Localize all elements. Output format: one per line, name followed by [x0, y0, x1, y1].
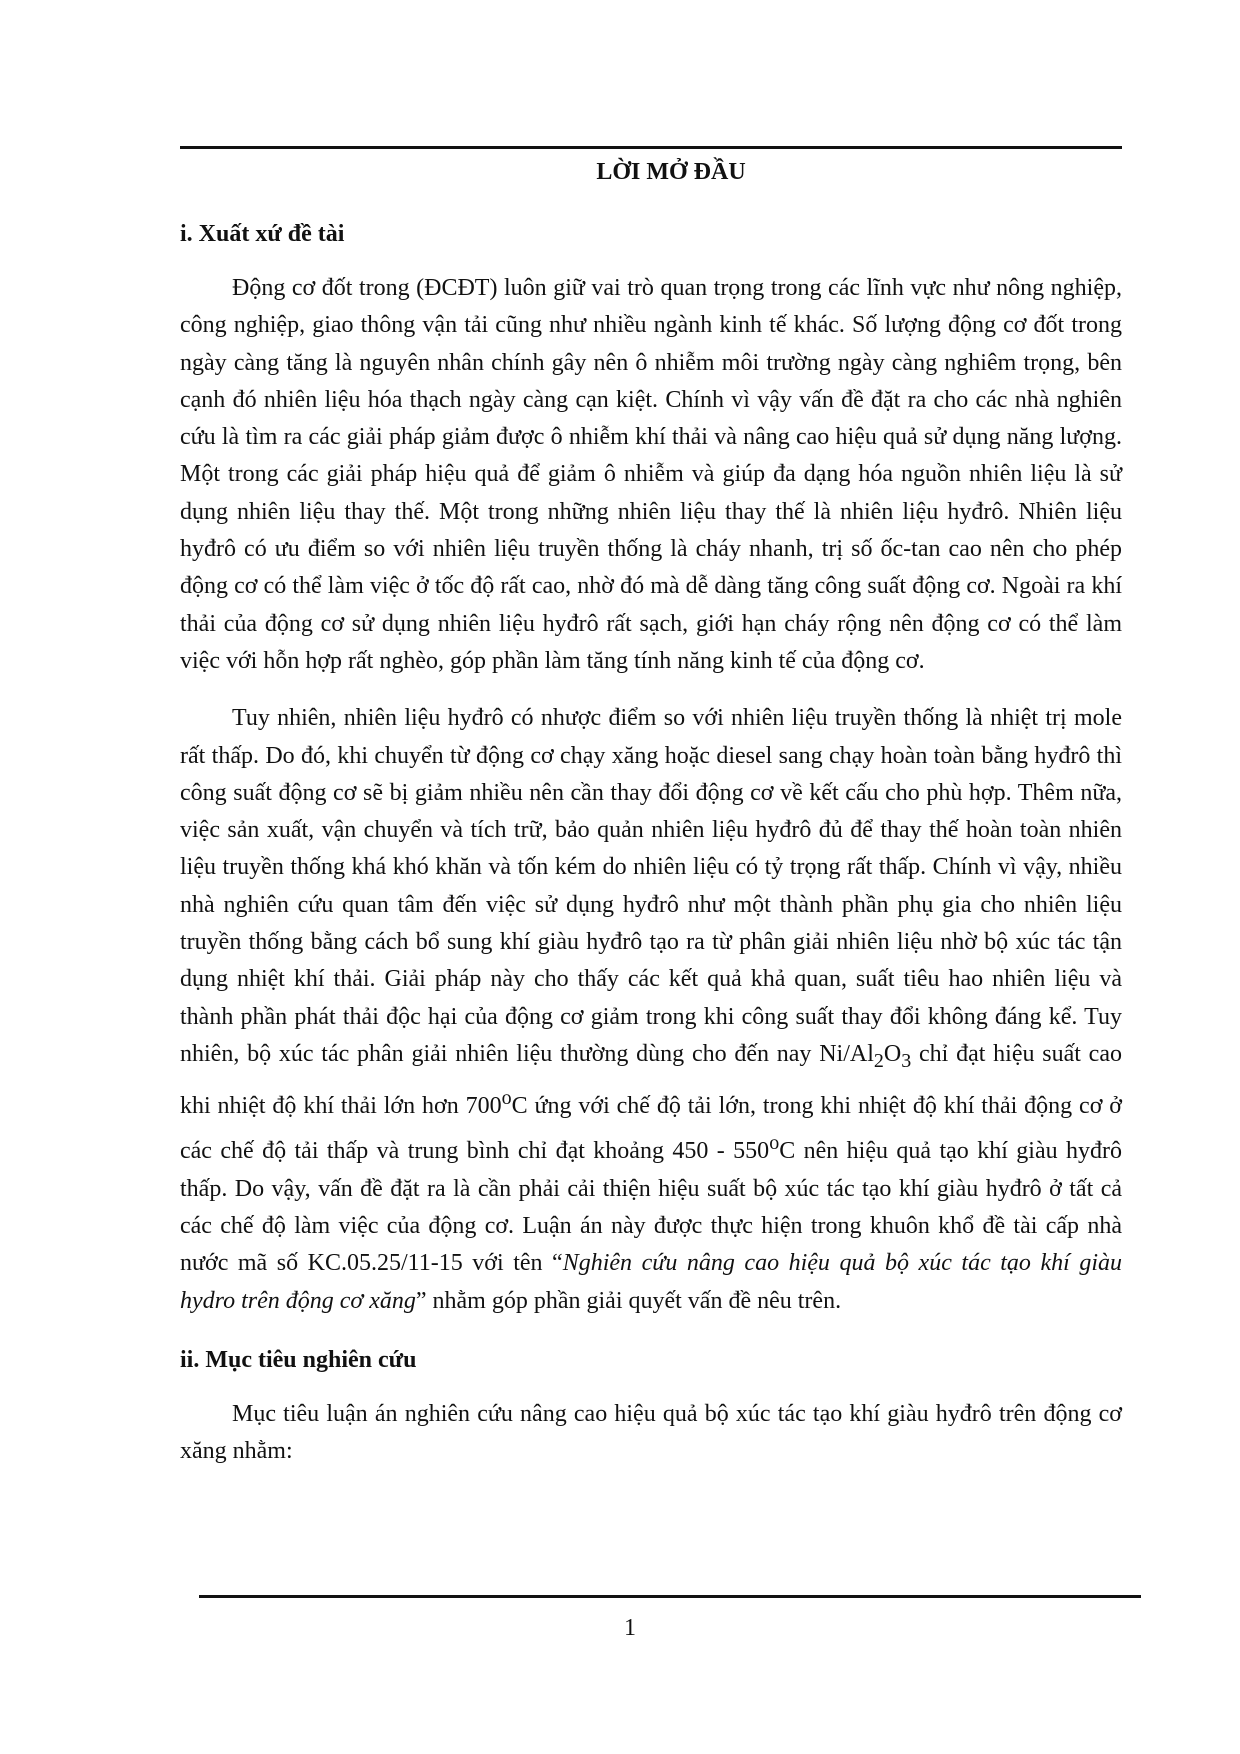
header-rule — [180, 146, 1122, 149]
footer-rule — [199, 1595, 1141, 1598]
paragraph-text: C ứng với chế độ tải lớn, trong khi nhiệt độ khí thải động cơ ở các chế độ tải thấp và trung bình chỉ đạt khoảng 450 - 550 — [180, 1093, 1122, 1165]
page-number: 1 — [624, 1615, 636, 1641]
paragraph-text: Tuy nhiên, nhiên liệu hyđrô có nhược điểm so với nhiên liệu truyền thống là nhiệt trị mole rất thấp. Do đó, khi chuyển từ động cơ chạy xăng hoặc diesel sang chạy hoàn toàn bằng hyđrô thì công suất động cơ sẽ bị giảm nhiều nên cần thay đổi động cơ về kết cấu cho phù hợp. Thêm nữa, việc sản xuất, vận chuyển và tích trữ, bảo quản nhiên liệu hyđrô đủ để thay thế hoàn toàn nhiên liệu truyền thống khá khó khăn và tốn kém do nhiên liệu có tỷ trọng rất thấp. Chính vì vậy, nhiều nhà nghiên cứu quan tâm đến việc sử dụng hyđrô như một thành phần phụ gia cho nhiên liệu truyền thống bằng cách bổ sung khí giàu hyđrô tạo ra từ phân giải nhiên liệu nhờ bộ xúc tác tận dụng nhiệt khí thải. Giải pháp này cho thấy các kết quả khả quan, suất tiêu hao nhiên liệu và thành phần phát thải độc hại của động cơ giảm trong khi công suất thay đổi không đáng kể. Tuy nhiên, bộ xúc tác phân giải nhiên liệu thường dùng cho đến nay Ni/Al — [180, 705, 1122, 1067]
paragraph-origin-2 — [180, 700, 1122, 1320]
section-heading-objectives: ii. Mục tiêu nghiên cứu — [180, 1346, 417, 1373]
project-title: Nghiên cứu nâng cao hiệu quả bộ xúc tác tạo khí giàu hydro trên động cơ xăng — [180, 1250, 1123, 1314]
page-title: LỜI MỞ ĐẦU — [596, 159, 746, 185]
paragraph-text: chỉ đạt hiệu suất cao khi nhiệt độ khí thải lớn hơn 700 — [180, 1040, 1122, 1120]
paragraph-text: O — [883, 1040, 902, 1067]
section-heading-origin: i. Xuất xứ đề tài — [180, 221, 345, 247]
paragraph-origin-1: Động cơ đốt trong (ĐCĐT) luôn giữ vai trò quan trọng trong các lĩnh vực như nông nghiệp, công nghiệp, giao thông vận tải cũng như nhiều ngành kinh tế khác. Số lượng động cơ đốt trong ngày càng tăng là nguyên nhân chính gây nên ô nhiễm môi trường ngày càng nghiêm trọng, bên cạnh đó nhiên liệu hóa thạch ngày càng cạn kiệt. Chính vì vậy vấn đề đặt ra cho các nhà nghiên cứu là tìm ra các giải pháp giảm được ô nhiễm khí thải và nâng cao hiệu quả sử dụng năng lượng. Một trong các giải pháp hiệu quả để giảm ô nhiễm và giúp đa dạng hóa nguồn nhiên liệu là sử dụng nhiên liệu thay thế. Một trong những nhiên liệu thay thế là nhiên liệu hyđrô. Nhiên liệu hyđrô có ưu điểm so với nhiên liệu truyền thống là cháy nhanh, trị số ốc-tan cao nên cho phép động cơ có thể làm việc ở tốc độ rất cao, nhờ đó mà dễ dàng tăng công suất động cơ. Ngoài ra khí thải của động cơ sử dụng nhiên liệu hyđrô rất sạch, giới hạn cháy rộng nên động cơ có thể làm việc với hỗn hợp rất nghèo, góp phần làm tăng tính năng kinh tế của động cơ. — [180, 275, 1122, 674]
subscript: 2 — [873, 1049, 884, 1072]
paragraph-text: C nên hiệu quả tạo khí giàu hyđrô thấp. Do vậy, vấn đề đặt ra là cần phải cải thiện hiệu suất bộ xúc tác tạo khí giàu hyđrô ở tất cả các chế độ làm việc của động cơ. Luận án này được thực hiện trong khuôn khổ đề tài cấp nhà nước mã số KC.05.25/11-15 với tên “ — [180, 1138, 1122, 1277]
superscript: o — [769, 1132, 780, 1155]
paragraph-objectives-1: Mục tiêu luận án nghiên cứu nâng cao hiệu quả bộ xúc tác tạo khí giàu hyđrô trên động cơ xăng nhằm: — [180, 1400, 1122, 1465]
subscript: 3 — [901, 1049, 912, 1072]
superscript: o — [501, 1087, 512, 1110]
page-content — [180, 150, 1122, 1490]
paragraph-text: ” nhằm góp phần giải quyết vấn đề nêu trên. — [415, 1287, 842, 1314]
